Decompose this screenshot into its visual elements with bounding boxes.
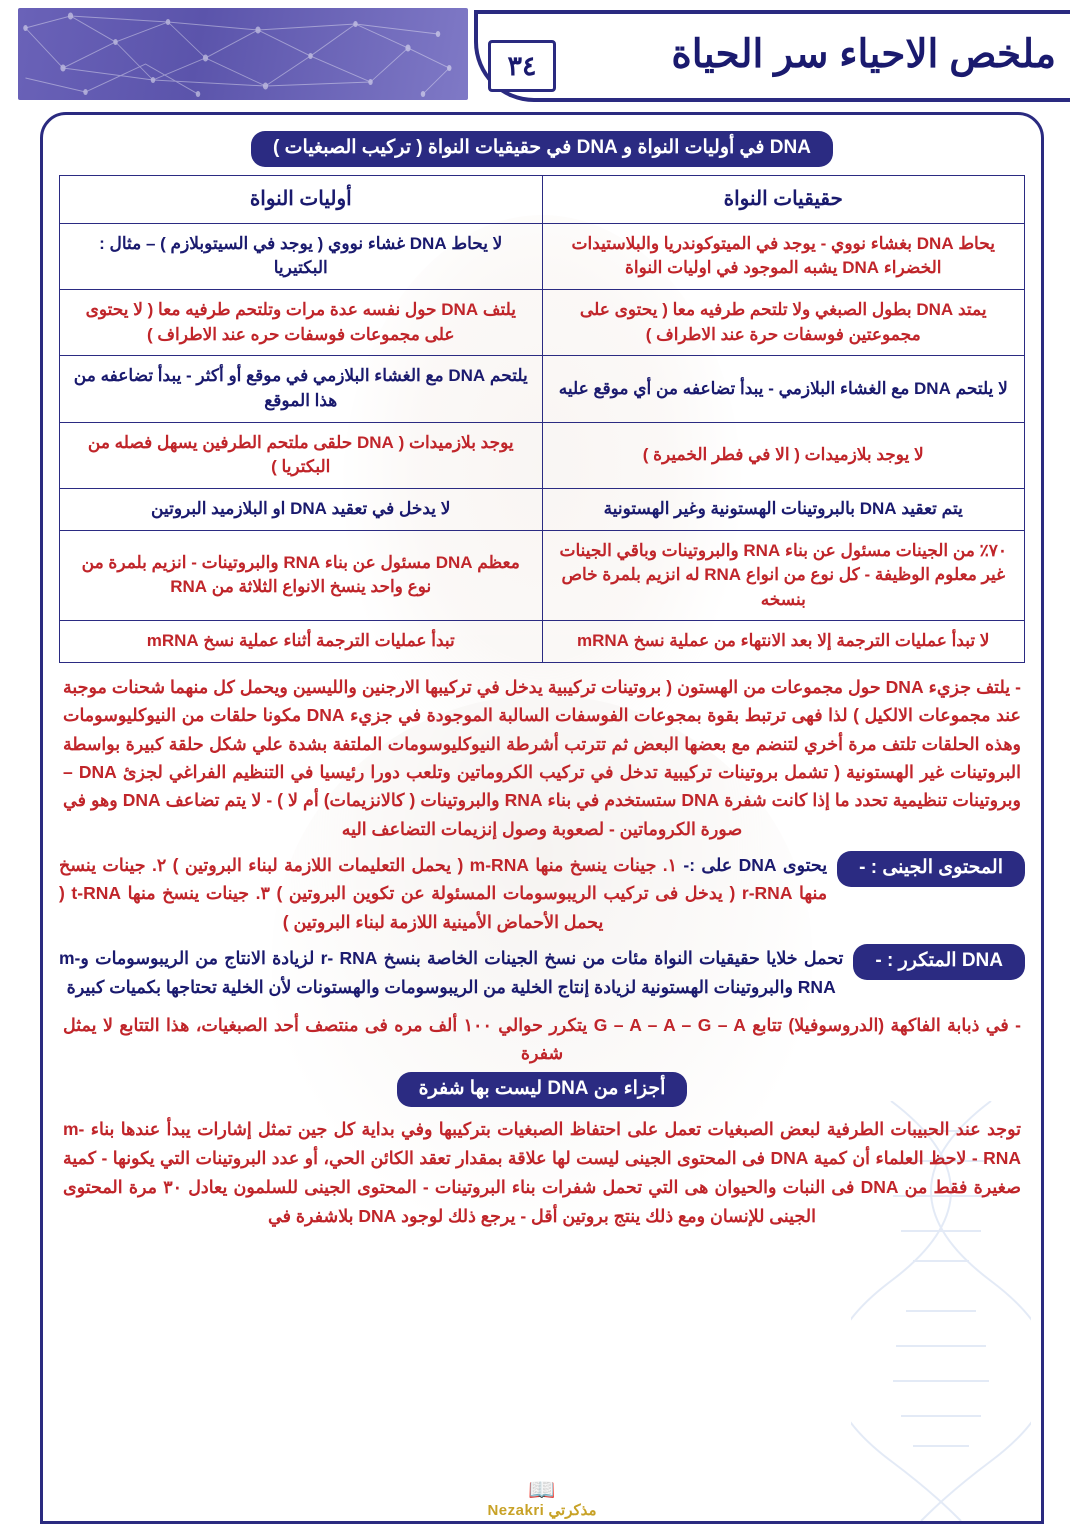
cell-prokaryotes: يلتحم DNA مع الغشاء البلازمي في موقع أو أكثر - يبدأ تضاعفه من هذا الموقع [60, 356, 543, 422]
book-icon: 📖 [528, 1477, 556, 1502]
table-row [60, 356, 1025, 422]
footer-logo [487, 1479, 596, 1519]
cell-eukaryotes: لا يلتحم DNA مع الغشاء البلازمي - يبدأ تضاعفه من أي موقع عليه [542, 356, 1025, 422]
page-title: ملخص الاحياء سر الحياة [671, 32, 1056, 76]
cell-prokaryotes: تبدأ عمليات الترجمة أثناء عملية نسخ mRNA [60, 621, 543, 663]
repeated-dna-section [59, 944, 1025, 1001]
cell-eukaryotes: لا تبدأ عمليات الترجمة إلا بعد الانتهاء من عملية نسخ mRNA [542, 621, 1025, 663]
noncoding-title-row [59, 1072, 1025, 1108]
network-pattern-icon [18, 8, 468, 100]
header-decorative-band [18, 8, 468, 100]
header-title-frame [474, 10, 1070, 102]
histone-paragraph: - يلتف جزيء DNA حول مجموعات من الهستون ( بروتينات تركيبية يدخل في تركيبها الارجنين والليسين ويحمل كل منهما شحنات موجبة عند مجموعات الالكيل ) لذا فهى ترتبط بقوة بمجوعات الفوسفات السالبة الموجودة في جزيء DNA مكونا حلقات من النيوكليوسومات وهذه الحلقات تلتف مرة أخري لتنضم مع بعضها البعض ثم تترتب أشرطة النيوكليوسومات الملتفة بشدة علي شكل حلقة كبيرة بواسطة البروتينات غير الهستونية ( تشمل بروتينات تركيبية تدخل في تركيب الكروماتين وتلعب دورا رئيسيا في التنظيم الفراغي لجزئ DNA – وبروتينات تنظيمية تحدد ما إذا كانت شفرة DNA ستستخدم في بناء RNA والبروتينات ( كالانزيمات) أم لا ) - لا يتم تضاعف DNA وهو في صورة الكروماتين - لصعوبة وصول إنزيمات التضاعف اليه [63, 677, 1021, 839]
page-sheet [40, 112, 1044, 1524]
repeated-dna-body: تحمل خلايا حقيقيات النواة مئات من نسخ الجينات الخاصة بنسخ r- RNA لزيادة الانتاج من الريبوسومات وm-RNA والبروتينات الهستونية لزيادة إنتاج الخلية من الريبوسومات والهستونات لأن الخلية تحتاجها بكميات كبيرة [59, 948, 844, 997]
cell-eukaryotes: لا يوجد بلازميدات ( الا في فطر الخميرة ) [542, 422, 1025, 488]
table-row [60, 290, 1025, 356]
page-content [43, 115, 1041, 1231]
dna-comparison-table [59, 175, 1025, 663]
table-row [60, 422, 1025, 488]
cell-prokaryotes: يلتف DNA حول نفسه عدة مرات وتلتحم طرفيه معا ( لا يحتوى على مجموعات فوسفات حره عند الاطراف ) [60, 290, 543, 356]
section1-title-row [59, 131, 1025, 167]
cell-prokaryotes: معظم DNA مسئول عن بناء RNA والبروتينات - انزيم بلمرة من نوع واحد ينسخ الانواع الثلاثة من RNA [60, 530, 543, 621]
section1-title: DNA في أوليات النواة و DNA في حقيقيات النواة ( تركيب الصبغيات ) [251, 131, 833, 167]
cell-prokaryotes: لا يحاط DNA غشاء نووي ( يوجد في السيتوبلازم ) – مثال : البكتيريا [60, 223, 543, 289]
drosophila-paragraph: - في ذبابة الفاكهة (الدروسوفيلا) تتابع G – A – A – G – A يتكرر حوالي ١٠٠ ألف مره فى منتصف أحد الصبغيات، هذا التتابع لا يمثل شفرة [63, 1014, 1022, 1064]
cell-prokaryotes: يوجد بلازميدات ( DNA حلقى ملتحم الطرفين يسهل فصله من البكتريا ) [60, 422, 543, 488]
repeated-dna-label: DNA المتكرر : - [853, 944, 1025, 980]
genetic-content-label: المحتوى الجينى : - [837, 851, 1025, 887]
genetic-content-body [59, 851, 827, 936]
cell-eukaryotes: يتم تعقيد DNA بالبروتينات الهستونية وغير الهستونية [542, 488, 1025, 530]
cell-prokaryotes: لا يدخل في تعقيد DNA او البلازميد البروتين [60, 488, 543, 530]
table-header-row [60, 175, 1025, 223]
header-title-container [472, 4, 1072, 104]
cell-eukaryotes: ٧٠٪ من الجينات مسئول عن بناء RNA والبروتينات وباقي الجينات غير معلوم الوظيفة - كل نوع من انواع RNA له انزيم بلمرة خاص بنسخه [542, 530, 1025, 621]
page-header [0, 0, 1080, 112]
noncoding-title: أجزاء من DNA ليست بها شفرة [397, 1072, 688, 1108]
table-row [60, 223, 1025, 289]
genetic-content-section [59, 851, 1025, 936]
cell-eukaryotes: يمتد DNA بطول الصبغي ولا تلتحم طرفيه معا ( يحتوى على مجموعتين فوسفات حرة عند الاطراف ) [542, 290, 1025, 356]
table-row [60, 621, 1025, 663]
page-number-badge: ٣٤ [488, 40, 556, 92]
footer-logo-text: مذكرتي Nezakri [487, 1502, 597, 1519]
table-row [60, 488, 1025, 530]
cell-eukaryotes: يحاط DNA بغشاء نووي - يوجد في الميتوكوندريا والبلاستيدات الخضراء DNA يشبه الموجود في اوليات النواة [542, 223, 1025, 289]
column-header-prokaryotes: أوليات النواة [60, 175, 543, 223]
table-row [60, 530, 1025, 621]
genetic-content-item: ٣. جينات ينسخ منها t-RNA ( يحمل الأحماض الأمينية اللازمة لبناء البروتين ) [59, 883, 604, 932]
noncoding-paragraph: توجد عند الحبيبات الطرفية لبعض الصبغيات تعمل على احتفاظ الصبغيات بتركيبها وفي بداية كل جين تمثل إشارات يبدأ عندها بناء m-RNA - لاحظ العلماء أن كمية DNA فى المحتوى الجينى ليست لها علاقة بمقدار تعقد الكائن الحي، أو عدد البروتينات التي يكونها - كمية صغيرة فقط من DNA فى النبات والحيوان هى التي تحمل شفرات بناء البروتينات - المحتوى الجينى للسلمون يعادل ٣٠ مرة المحتوى الجينى للإنسان ومع ذلك ينتج بروتين أقل - يرجع ذلك لوجود DNA بلاشفرة في [63, 1119, 1022, 1227]
genetic-content-item: ٢. جينات ينسخ منها r-RNA ( يدخل فى تركيب الريبوسومات المسئولة عن تكوين البروتين ) [59, 855, 828, 904]
genetic-content-intro: يحتوى DNA على :- [683, 855, 828, 876]
genetic-content-item: ١. جينات ينسخ منها m-RNA ( يحمل التعليمات اللازمة لبناء البروتين ) [172, 855, 678, 876]
column-header-eukaryotes: حقيقيات النواة [542, 175, 1025, 223]
